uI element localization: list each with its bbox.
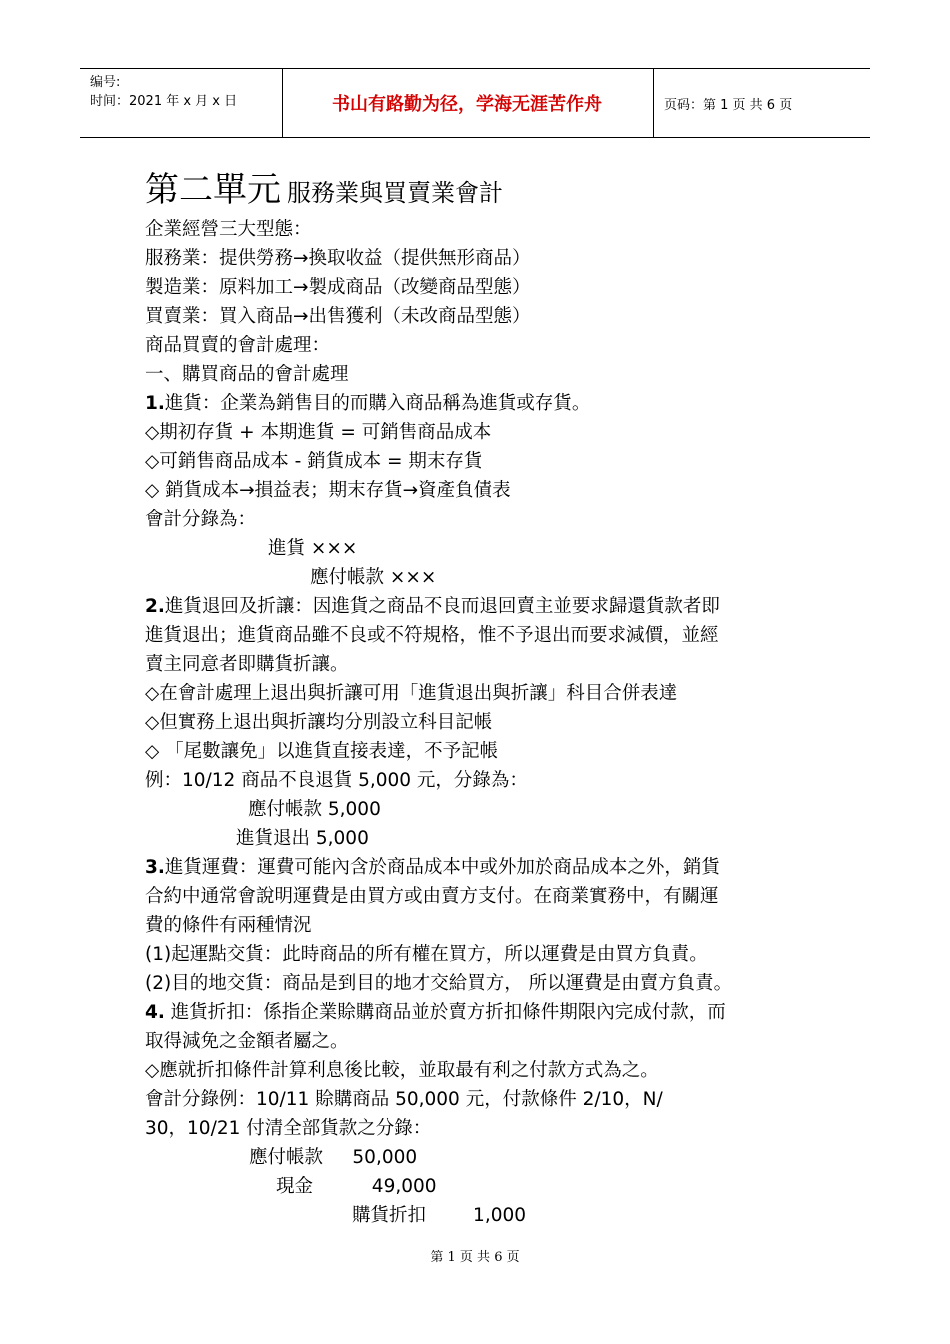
paragraph: 買賣業：買入商品→出售獲利（未改商品型態） (145, 306, 531, 327)
document-body (145, 165, 815, 1230)
bullet: ◇在會計處理上退出與折讓可用「進貨退出與折讓」科目合併表達 (145, 683, 678, 704)
paragraph: 會計分錄例：10/11 賒購商品 50,000 元，付款條件 2/10，N/ (145, 1089, 663, 1110)
section-text: 進貨：企業為銷售目的而購入商品稱為進貨或存貨。 (164, 393, 591, 414)
bullet: ◇可銷售商品成本 - 銷貨成本 = 期末存貨 (145, 451, 483, 472)
paragraph: 製造業：原料加工→製成商品（改變商品型態） (145, 277, 531, 298)
journal-entry: 進貨退出 5,000 (236, 828, 369, 849)
page-header (80, 68, 870, 138)
header-motto: 书山有路勤为径，学海无涯苦作舟 (332, 94, 602, 115)
title-sub: 服務業與買賣業會計 (287, 179, 503, 207)
section-number: 2. (145, 596, 165, 617)
paragraph: 費的條件有兩種情況 (145, 915, 312, 936)
paragraph: 商品買賣的會計處理： (145, 335, 331, 356)
paragraph: 取得減免之金額者屬之。 (145, 1031, 349, 1052)
section-text: 進貨退回及折讓：因進貨之商品不良而退回賣主並要求歸還貨款者即 (164, 596, 720, 617)
section-text: 進貨運費：運費可能內含於商品成本中或外加於商品成本之外，銷貨 (164, 857, 720, 878)
page-footer: 第 1 页 共 6 页 (430, 1250, 520, 1265)
bullet: ◇應就折扣條件計算利息後比較，並取最有利之付款方式為之。 (145, 1060, 659, 1081)
paragraph: 企業經營三大型態： (145, 219, 312, 240)
time-label: 时间：2021 年 x 月 x 日 (90, 94, 238, 109)
paragraph: 賣主同意者即購貨折讓。 (145, 654, 349, 675)
bullet: ◇ 「尾數讓免」以進貨直接表達，不予記帳 (145, 741, 499, 762)
paragraph: 會計分錄為： (145, 509, 257, 530)
journal-entry: 應付帳款 5,000 (248, 799, 381, 820)
journal-entry: 應付帳款 50,000 (249, 1147, 418, 1168)
journal-entry: 應付帳款 ××× (310, 567, 437, 588)
title-main: 第二單元 (145, 170, 281, 210)
section-item (145, 592, 815, 621)
bullet: ◇但實務上退出與折讓均分別設立科目記帳 (145, 712, 493, 733)
section-number: 1. (145, 393, 165, 414)
section-heading: 一、購買商品的會計處理 (145, 364, 349, 385)
header-page-info: 页码：第 1 页 共 6 页 (664, 97, 793, 113)
header-meta (90, 73, 237, 111)
page-title (145, 165, 815, 215)
paragraph: 例：10/12 商品不良退貨 5,000 元，分錄為： (145, 770, 528, 791)
bullet: ◇ 銷貨成本→損益表；期末存貨→資產負債表 (145, 480, 511, 501)
paragraph: 合約中通常會說明運費是由買方或由賣方支付。在商業實務中，有關運 (145, 886, 719, 907)
section-item (145, 389, 815, 418)
journal-entry: 購貨折扣 1,000 (352, 1205, 527, 1226)
section-item (145, 998, 815, 1027)
journal-entry: 進貨 ××× (268, 538, 358, 559)
header-divider (653, 69, 654, 137)
paragraph: (2)目的地交貨：商品是到目的地才交給買方， 所以運費是由賣方負責。 (145, 973, 733, 994)
paragraph: (1)起運點交貨：此時商品的所有權在買方，所以運費是由買方負責。 (145, 944, 708, 965)
section-item (145, 853, 815, 882)
paragraph: 進貨退出；進貨商品雖不良或不符規格，惟不予退出而要求減價，並經 (145, 625, 719, 646)
bullet: ◇期初存貨 + 本期進貨 = 可銷售商品成本 (145, 422, 492, 443)
paragraph: 服務業：提供勞務→換取收益（提供無形商品） (145, 248, 531, 269)
section-number: 4. (145, 1002, 165, 1023)
section-text: 進貨折扣：係指企業賒購商品並於賣方折扣條件期限內完成付款，而 (164, 1002, 726, 1023)
section-number: 3. (145, 857, 165, 878)
paragraph: 30，10/21 付清全部貨款之分錄： (145, 1118, 432, 1139)
journal-entry: 現金 49,000 (276, 1176, 437, 1197)
number-label: 编号: (90, 75, 121, 90)
